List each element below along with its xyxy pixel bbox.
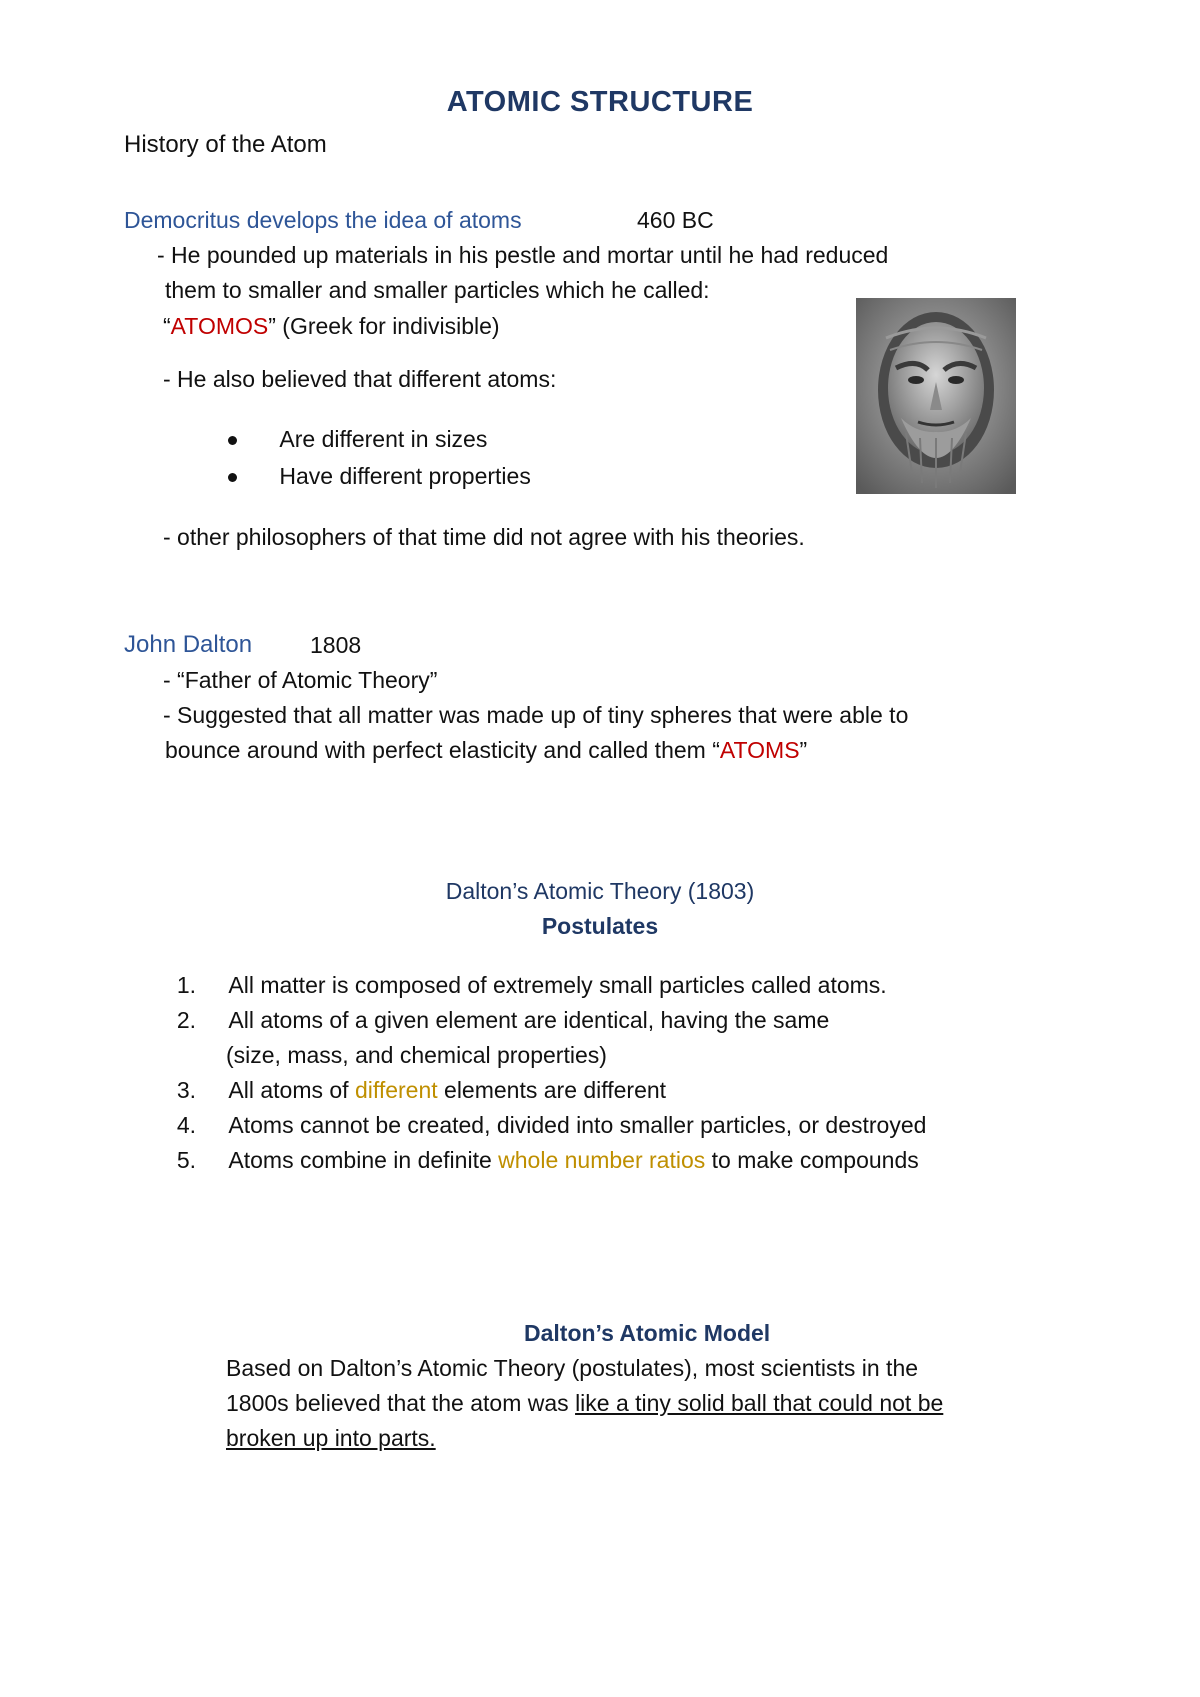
model-line-2-underlined: like a tiny solid ball that could not be <box>575 1390 944 1416</box>
postulate-item <box>168 1145 919 1175</box>
model-line-2 <box>226 1388 943 1418</box>
atomos-open-quote: “ <box>163 313 171 339</box>
postulate-text-pre: All atoms of <box>228 1077 355 1103</box>
dalton-year: 1808 <box>310 632 362 658</box>
postulate-number: 2. <box>176 1007 196 1033</box>
postulate-text: All atoms of a given element are identical, having the same <box>228 1007 830 1033</box>
postulate-item <box>168 1075 666 1105</box>
democritus-line-2: them to smaller and smaller particles which he called: <box>165 277 710 303</box>
postulate-text: Atoms cannot be created, divided into smaller particles, or destroyed <box>228 1112 927 1138</box>
postulate-text-continued: (size, mass, and chemical properties) <box>226 1042 607 1068</box>
postulate-number: 4. <box>176 1112 196 1138</box>
bullet-icon <box>228 473 237 482</box>
dalton-suggested-2-pre: bounce around with perfect elasticity and called them “ <box>165 737 720 763</box>
democritus-line-1: - He pounded up materials in his pestle and mortar until he had reduced <box>157 242 889 268</box>
bullet-item <box>228 424 487 454</box>
postulate-number: 1. <box>176 972 196 998</box>
postulate-text: All matter is composed of extremely small particles called atoms. <box>228 972 887 998</box>
postulate-item <box>168 1005 829 1035</box>
postulate-number: 5. <box>176 1147 196 1173</box>
democritus-year: 460 BC <box>637 207 714 233</box>
dalton-suggested-2-post: ” <box>799 737 808 763</box>
model-heading: Dalton’s Atomic Model <box>524 1320 771 1346</box>
postulate-item <box>168 1110 926 1140</box>
bullet-text: Are different in sizes <box>279 426 488 452</box>
atomos-rest: ” (Greek for indivisible) <box>268 313 500 339</box>
postulate-highlight: whole number ratios <box>498 1147 706 1173</box>
bullet-icon <box>228 436 237 445</box>
dalton-name: John Dalton <box>124 631 253 658</box>
postulate-text-pre: Atoms combine in definite <box>228 1147 499 1173</box>
postulate-text-post: to make compounds <box>705 1147 919 1173</box>
dalton-suggested-2 <box>165 735 807 765</box>
theory-subheading: Postulates <box>541 913 659 939</box>
democritus-heading: Democritus develops the idea of atoms <box>124 207 522 233</box>
democritus-other: - other philosophers of that time did not agree with his theories. <box>163 524 805 550</box>
atoms-word: ATOMS <box>719 737 800 763</box>
postulate-text-post: elements are different <box>437 1077 667 1103</box>
democritus-portrait-image <box>856 298 1016 494</box>
model-line-1: Based on Dalton’s Atomic Theory (postulates), most scientists in the <box>226 1355 919 1381</box>
dalton-father: - “Father of Atomic Theory” <box>163 667 438 693</box>
dalton-suggested-1: - Suggested that all matter was made up of tiny spheres that were able to <box>163 702 909 728</box>
postulate-highlight: different <box>354 1077 438 1103</box>
model-line-2-pre: 1800s believed that the atom was <box>226 1390 576 1416</box>
model-line-3: broken up into parts. <box>226 1425 436 1451</box>
postulate-number: 3. <box>176 1077 196 1103</box>
atomos-word: ATOMOS <box>170 313 269 339</box>
page-title: ATOMIC STRUCTURE <box>446 86 754 118</box>
postulate-item <box>168 970 887 1000</box>
bullet-item <box>228 461 531 491</box>
bullet-text: Have different properties <box>279 463 531 489</box>
democritus-believed: - He also believed that different atoms: <box>163 366 557 392</box>
theory-heading: Dalton’s Atomic Theory (1803) <box>445 878 755 904</box>
portrait-icon <box>856 298 1016 494</box>
democritus-atomos-line <box>163 311 500 341</box>
page-subtitle: History of the Atom <box>124 131 327 158</box>
